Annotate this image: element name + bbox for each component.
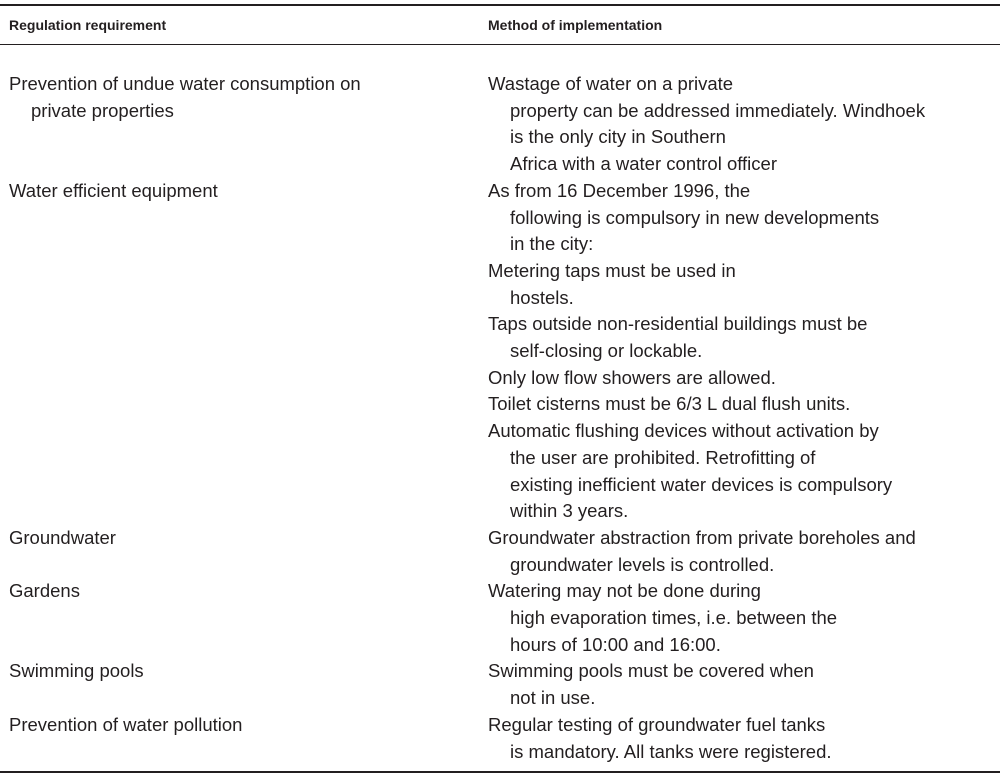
method-of-implementation-cell <box>488 525 1000 578</box>
method-line: is the only city in Southern <box>510 126 726 148</box>
method-paragraph <box>488 365 1000 392</box>
requirement-line: private properties <box>31 99 174 121</box>
method-line: groundwater levels is controlled. <box>510 553 775 575</box>
method-of-implementation-cell <box>488 578 1000 658</box>
method-paragraph <box>488 658 1000 711</box>
method-paragraph <box>488 391 1000 418</box>
requirement-line: Prevention of undue water consumption on <box>9 73 361 94</box>
regulation-requirement-cell <box>0 658 488 711</box>
method-line: Groundwater abstraction from private boreholes and <box>488 526 916 548</box>
method-line: following is compulsory in new developments <box>510 206 880 228</box>
regulation-requirement-cell <box>0 178 488 525</box>
method-line: As from 16 December 1996, the <box>488 179 751 201</box>
method-line: within 3 years. <box>510 500 629 522</box>
method-line: Taps outside non-residential buildings must be <box>488 313 868 335</box>
method-line: Regular testing of groundwater fuel tanks <box>488 713 826 735</box>
table-bottom-rule <box>0 771 1000 773</box>
requirement-line: Prevention of water pollution <box>9 713 243 735</box>
table-row <box>0 525 1000 578</box>
method-of-implementation-cell <box>488 658 1000 711</box>
method-line: existing inefficient water devices is compulsory <box>510 473 893 495</box>
method-paragraph <box>488 712 1000 765</box>
table-body <box>0 45 1000 765</box>
method-paragraph <box>488 178 1000 258</box>
table-row <box>0 712 1000 765</box>
method-line: Toilet cisterns must be 6/3 L dual flush units. <box>488 393 851 415</box>
method-line: Watering may not be done during <box>488 580 761 602</box>
method-line: Automatic flushing devices without activation by <box>488 420 879 442</box>
requirement-line: Water efficient equipment <box>9 179 218 201</box>
method-line: property can be addressed immediately. Windhoek <box>510 99 926 121</box>
requirement-line: Gardens <box>9 580 80 602</box>
method-of-implementation-cell <box>488 178 1000 525</box>
method-line: self-closing or lockable. <box>510 340 703 362</box>
method-line: the user are prohibited. Retrofitting of <box>510 446 816 468</box>
method-line: is mandatory. All tanks were registered. <box>510 740 832 762</box>
table-row <box>0 578 1000 658</box>
regulation-requirement-cell <box>0 578 488 658</box>
table-row <box>0 178 1000 525</box>
regulation-requirement-cell <box>0 712 488 765</box>
method-line: high evaporation times, i.e. between the <box>510 607 838 629</box>
requirement-line: Groundwater <box>9 526 116 548</box>
regulation-requirement-cell <box>0 71 488 178</box>
header-method-of-implementation: Method of implementation <box>488 17 663 33</box>
method-line: Wastage of water on a private <box>488 73 734 94</box>
method-paragraph <box>488 71 1000 178</box>
method-line: Swimming pools must be covered when <box>488 660 814 682</box>
regulation-requirement-cell <box>0 525 488 578</box>
method-line: Only low flow showers are allowed. <box>488 366 776 388</box>
method-of-implementation-cell <box>488 71 1000 178</box>
method-line: Africa with a water control officer <box>510 153 777 175</box>
table-header-row <box>0 6 1000 44</box>
method-line: in the city: <box>510 233 594 255</box>
method-line: Metering taps must be used in <box>488 259 736 281</box>
method-paragraph <box>488 311 1000 364</box>
table-row <box>0 71 1000 178</box>
method-paragraph <box>488 578 1000 658</box>
header-regulation-requirement: Regulation requirement <box>9 17 167 33</box>
method-paragraph <box>488 418 1000 525</box>
requirement-line: Swimming pools <box>9 660 144 682</box>
method-of-implementation-cell <box>488 712 1000 765</box>
table-row <box>0 658 1000 711</box>
method-paragraph <box>488 258 1000 311</box>
method-line: hours of 10:00 and 16:00. <box>510 633 721 655</box>
method-line: hostels. <box>510 286 574 308</box>
method-line: not in use. <box>510 687 596 709</box>
method-paragraph <box>488 525 1000 578</box>
